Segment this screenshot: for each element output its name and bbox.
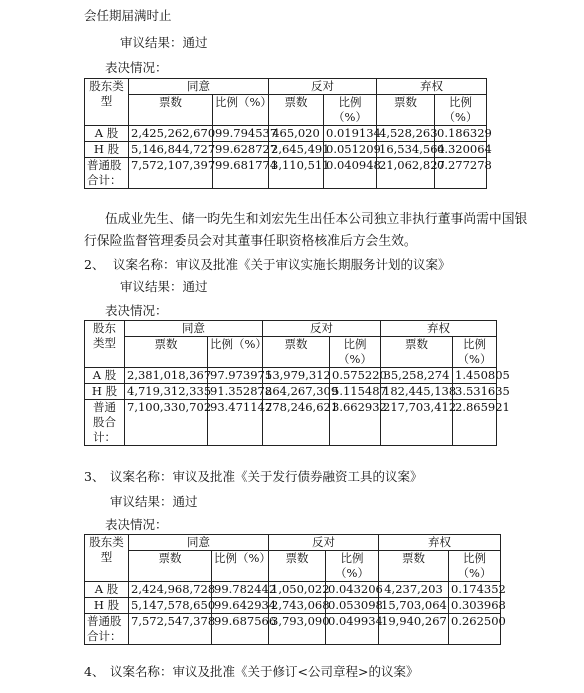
vote-table-3 [84, 534, 506, 645]
header-against: 反对 [263, 321, 381, 337]
section3-vote-label: 表决情况： [105, 517, 168, 532]
header-votes: 票数 [263, 337, 330, 368]
cell: 0.320064 [435, 142, 487, 158]
cell: 13,979,312 [263, 368, 330, 384]
cell: 5,146,844,727 [129, 142, 213, 158]
cell: 217,703,412 [381, 400, 453, 446]
header-votes: 票数 [129, 551, 212, 582]
table-row [85, 126, 487, 142]
header-ratio: 比例（%） [213, 95, 269, 126]
cell: 16,534,564 [377, 142, 435, 158]
cell: 93.471147 [208, 400, 263, 446]
section3-result: 审议结果：通过 [110, 494, 198, 509]
vote-table-2 [84, 320, 510, 446]
cell: 0.174352 [449, 582, 501, 598]
header-votes: 票数 [269, 551, 326, 582]
section4-number: 4、 [84, 664, 105, 679]
table-row [85, 142, 487, 158]
cell: 1,050,022 [269, 582, 326, 598]
header-agree: 同意 [125, 321, 263, 337]
header-ratio: 比例 （%） [326, 551, 379, 582]
cell: 3.662932 [330, 400, 381, 446]
cell: 2,424,968,728 [129, 582, 212, 598]
vote-table-1 [84, 78, 492, 189]
cell: 15,703,064 [379, 598, 449, 614]
row-label-h: H 股 [85, 142, 129, 158]
cell: 4,719,312,335 [125, 384, 208, 400]
cell: 0.049934 [326, 614, 379, 645]
cell: 278,246,621 [263, 400, 330, 446]
header-ratio: 比例 （%） [453, 337, 497, 368]
cell: 19,940,267 [379, 614, 449, 645]
table-row [85, 582, 501, 598]
paragraph-line-2: 行保险监督管理委员会对其董事任职资格核准后方会生效。 [84, 234, 417, 249]
cell: 99.687566 [212, 614, 269, 645]
row-label-a: A 股 [85, 582, 129, 598]
row-label-h: H 股 [85, 384, 125, 400]
row-label-a: A 股 [85, 368, 125, 384]
section2-title: 议案名称：审议及批准《关于审议实施长期服务计划的议案》 [113, 257, 451, 272]
cell: 21,062,827 [377, 158, 435, 189]
header-ratio: 比例（%） [212, 551, 269, 582]
cell: 465,020 [269, 126, 324, 142]
cell: 99.642934 [212, 598, 269, 614]
cell: 2,381,018,367 [125, 368, 208, 384]
cell: 182,445,138 [381, 384, 453, 400]
cell: 0.186329 [435, 126, 487, 142]
header-against: 反对 [269, 79, 377, 95]
cell: 0.277278 [435, 158, 487, 189]
continuation-text: 会任期届满时止 [84, 8, 172, 23]
row-label-total: 普通股合计： [85, 614, 129, 645]
cell: 0.575220 [330, 368, 381, 384]
cell: 35,258,274 [381, 368, 453, 384]
cell: 0.053098 [326, 598, 379, 614]
row-label-total: 普通 股合 计： [85, 400, 125, 446]
cell: 2,425,262,670 [129, 126, 213, 142]
table-row [85, 614, 501, 645]
header-ratio: 比例 （%） [449, 551, 501, 582]
header-abstain: 弃权 [379, 535, 501, 551]
header-abstain: 弃权 [377, 79, 487, 95]
cell: 0.262500 [449, 614, 501, 645]
header-votes: 票数 [129, 95, 213, 126]
row-label-total: 普通股合计： [85, 158, 129, 189]
section2-vote-label: 表决情况： [105, 303, 168, 318]
paragraph-line-1: 伍成业先生、储一昀先生和刘宏先生出任本公司独立非执行董事尚需中国银 [105, 212, 528, 227]
cell: 2,645,491 [269, 142, 324, 158]
header-ratio: 比例 （%） [435, 95, 487, 126]
cell: 2,743,068 [269, 598, 326, 614]
cell: 0.019134 [324, 126, 377, 142]
cell: 0.303968 [449, 598, 501, 614]
cell: 1.450805 [453, 368, 497, 384]
cell: 0.040948 [324, 158, 377, 189]
table-row [85, 158, 487, 189]
header-ratio: 比例 （%） [330, 337, 381, 368]
header-votes: 票数 [269, 95, 324, 126]
section3-title: 议案名称：审议及批准《关于发行债券融资工具的议案》 [110, 469, 423, 484]
header-shareholder-type: 股东 类型 [85, 321, 125, 368]
cell: 5,147,578,650 [129, 598, 212, 614]
cell: 7,100,330,702 [125, 400, 208, 446]
cell: 0.051209 [324, 142, 377, 158]
section2-result: 审议结果：通过 [120, 279, 208, 294]
cell: 99.681774 [213, 158, 269, 189]
cell: 99.782442 [212, 582, 269, 598]
table-row [85, 598, 501, 614]
cell: 3,110,511 [269, 158, 324, 189]
cell: 3.531635 [453, 384, 497, 400]
cell: 264,267,309 [263, 384, 330, 400]
section1-result: 审议结果：通过 [120, 35, 208, 50]
cell: 3,793,090 [269, 614, 326, 645]
table-row [85, 400, 497, 446]
cell: 91.352878 [208, 384, 263, 400]
row-label-a: A 股 [85, 126, 129, 142]
section1-vote-label: 表决情况： [105, 60, 168, 75]
cell: 7,572,107,397 [129, 158, 213, 189]
cell: 4,528,263 [377, 126, 435, 142]
header-shareholder-type: 股东类型 [85, 79, 129, 126]
section3-number: 3、 [84, 469, 105, 484]
header-against: 反对 [269, 535, 379, 551]
cell: 99.628727 [213, 142, 269, 158]
header-votes: 票数 [381, 337, 453, 368]
cell: 5.115487 [330, 384, 381, 400]
table-row [85, 368, 497, 384]
cell: 99.794537 [213, 126, 269, 142]
cell: 4,237,203 [379, 582, 449, 598]
header-shareholder-type: 股东类型 [85, 535, 129, 582]
header-votes: 票数 [379, 551, 449, 582]
header-votes: 票数 [377, 95, 435, 126]
cell: 0.043206 [326, 582, 379, 598]
section4-title: 议案名称：审议及批准《关于修订<公司章程>的议案》 [110, 664, 419, 679]
header-ratio: 比例 （%） [324, 95, 377, 126]
section2-number: 2、 [84, 257, 105, 272]
header-agree: 同意 [129, 535, 269, 551]
header-abstain: 弃权 [381, 321, 497, 337]
cell: 97.973975 [208, 368, 263, 384]
header-ratio: 比例（%） [208, 337, 263, 368]
cell: 7,572,547,378 [129, 614, 212, 645]
cell: 2.865921 [453, 400, 497, 446]
header-votes: 票数 [125, 337, 208, 368]
row-label-h: H 股 [85, 598, 129, 614]
header-agree: 同意 [129, 79, 269, 95]
table-row [85, 384, 497, 400]
